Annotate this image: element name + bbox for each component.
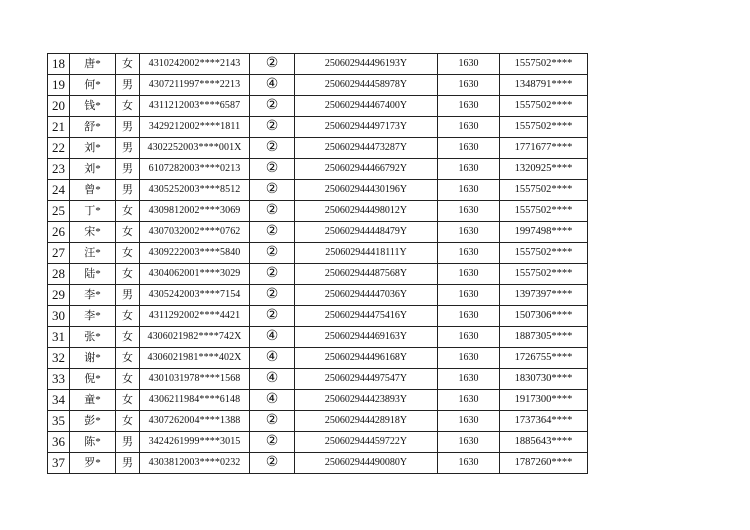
code-cell: 1630 — [438, 243, 500, 264]
gender-cell: 男 — [116, 138, 140, 159]
code-cell: 1630 — [438, 96, 500, 117]
row-number: 27 — [48, 243, 70, 264]
mark-cell: ② — [250, 180, 295, 201]
table-row — [48, 54, 588, 75]
row-number: 30 — [48, 306, 70, 327]
phone-cell: 1917300**** — [500, 390, 588, 411]
ticket-number-cell: 250602944458978Y — [295, 75, 438, 96]
table-row — [48, 327, 588, 348]
gender-cell: 男 — [116, 159, 140, 180]
table-row — [48, 117, 588, 138]
mark-cell: ② — [250, 411, 295, 432]
name-cell: 童* — [70, 390, 116, 411]
id-number-cell: 3429212002****1811 — [140, 117, 250, 138]
id-number-cell: 4306021981****402X — [140, 348, 250, 369]
code-cell: 1630 — [438, 159, 500, 180]
mark-cell: ② — [250, 222, 295, 243]
code-cell: 1630 — [438, 54, 500, 75]
phone-cell: 1557502**** — [500, 117, 588, 138]
name-cell: 倪* — [70, 369, 116, 390]
name-cell: 丁* — [70, 201, 116, 222]
ticket-number-cell: 250602944475416Y — [295, 306, 438, 327]
gender-cell: 女 — [116, 222, 140, 243]
id-number-cell: 4311292002****4421 — [140, 306, 250, 327]
ticket-number-cell: 250602944430196Y — [295, 180, 438, 201]
phone-cell: 1997498**** — [500, 222, 588, 243]
row-number: 32 — [48, 348, 70, 369]
code-cell: 1630 — [438, 411, 500, 432]
phone-cell: 1830730**** — [500, 369, 588, 390]
row-number: 31 — [48, 327, 70, 348]
row-number: 37 — [48, 453, 70, 474]
gender-cell: 男 — [116, 180, 140, 201]
code-cell: 1630 — [438, 369, 500, 390]
mark-cell: ② — [250, 201, 295, 222]
table-row — [48, 348, 588, 369]
ticket-number-cell: 250602944418111Y — [295, 243, 438, 264]
row-number: 19 — [48, 75, 70, 96]
code-cell: 1630 — [438, 117, 500, 138]
id-number-cell: 4301031978****1568 — [140, 369, 250, 390]
name-cell: 刘* — [70, 138, 116, 159]
code-cell: 1630 — [438, 306, 500, 327]
table-row — [48, 222, 588, 243]
table-row — [48, 138, 588, 159]
phone-cell: 1885643**** — [500, 432, 588, 453]
table-row — [48, 96, 588, 117]
table-row — [48, 453, 588, 474]
gender-cell: 女 — [116, 201, 140, 222]
code-cell: 1630 — [438, 138, 500, 159]
gender-cell: 女 — [116, 96, 140, 117]
name-cell: 宋* — [70, 222, 116, 243]
row-number: 22 — [48, 138, 70, 159]
ticket-number-cell: 250602944469163Y — [295, 327, 438, 348]
name-cell: 陈* — [70, 432, 116, 453]
phone-cell: 1507306**** — [500, 306, 588, 327]
table-row — [48, 180, 588, 201]
name-cell: 舒* — [70, 117, 116, 138]
gender-cell: 男 — [116, 285, 140, 306]
mark-cell: ② — [250, 306, 295, 327]
row-number: 28 — [48, 264, 70, 285]
ticket-number-cell: 250602944497547Y — [295, 369, 438, 390]
id-number-cell: 4309812002****3069 — [140, 201, 250, 222]
id-number-cell: 4304062001****3029 — [140, 264, 250, 285]
id-number-cell: 4311212003****6587 — [140, 96, 250, 117]
row-number: 20 — [48, 96, 70, 117]
ticket-number-cell: 250602944467400Y — [295, 96, 438, 117]
code-cell: 1630 — [438, 264, 500, 285]
phone-cell: 1557502**** — [500, 54, 588, 75]
ticket-number-cell: 250602944459722Y — [295, 432, 438, 453]
name-cell: 李* — [70, 285, 116, 306]
id-number-cell: 4310242002****2143 — [140, 54, 250, 75]
gender-cell: 女 — [116, 243, 140, 264]
code-cell: 1630 — [438, 180, 500, 201]
phone-cell: 1771677**** — [500, 138, 588, 159]
row-number: 33 — [48, 369, 70, 390]
mark-cell: ② — [250, 432, 295, 453]
mark-cell: ② — [250, 54, 295, 75]
roster-rows — [48, 54, 588, 474]
name-cell: 唐* — [70, 54, 116, 75]
table-row — [48, 264, 588, 285]
id-number-cell: 4307262004****1388 — [140, 411, 250, 432]
code-cell: 1630 — [438, 453, 500, 474]
id-number-cell: 4305252003****8512 — [140, 180, 250, 201]
name-cell: 刘* — [70, 159, 116, 180]
ticket-number-cell: 250602944497173Y — [295, 117, 438, 138]
table-row — [48, 411, 588, 432]
name-cell: 谢* — [70, 348, 116, 369]
name-cell: 李* — [70, 306, 116, 327]
id-number-cell: 4309222003****5840 — [140, 243, 250, 264]
mark-cell: ② — [250, 264, 295, 285]
id-number-cell: 3424261999****3015 — [140, 432, 250, 453]
gender-cell: 女 — [116, 411, 140, 432]
gender-cell: 女 — [116, 390, 140, 411]
mark-cell: ② — [250, 159, 295, 180]
phone-cell: 1397397**** — [500, 285, 588, 306]
phone-cell: 1320925**** — [500, 159, 588, 180]
gender-cell: 男 — [116, 75, 140, 96]
gender-cell: 女 — [116, 306, 140, 327]
gender-cell: 女 — [116, 327, 140, 348]
name-cell: 曾* — [70, 180, 116, 201]
row-number: 36 — [48, 432, 70, 453]
id-number-cell: 4302252003****001X — [140, 138, 250, 159]
code-cell: 1630 — [438, 327, 500, 348]
table-row — [48, 285, 588, 306]
table-row — [48, 159, 588, 180]
mark-cell: ④ — [250, 390, 295, 411]
code-cell: 1630 — [438, 348, 500, 369]
name-cell: 张* — [70, 327, 116, 348]
ticket-number-cell: 250602944447036Y — [295, 285, 438, 306]
mark-cell: ④ — [250, 327, 295, 348]
name-cell: 钱* — [70, 96, 116, 117]
code-cell: 1630 — [438, 201, 500, 222]
mark-cell: ② — [250, 285, 295, 306]
name-cell: 汪* — [70, 243, 116, 264]
ticket-number-cell: 250602944487568Y — [295, 264, 438, 285]
table-row — [48, 201, 588, 222]
table-row — [48, 390, 588, 411]
row-number: 26 — [48, 222, 70, 243]
phone-cell: 1787260**** — [500, 453, 588, 474]
name-cell: 彭* — [70, 411, 116, 432]
ticket-number-cell: 250602944473287Y — [295, 138, 438, 159]
row-number: 24 — [48, 180, 70, 201]
gender-cell: 男 — [116, 432, 140, 453]
gender-cell: 女 — [116, 348, 140, 369]
ticket-number-cell: 250602944448479Y — [295, 222, 438, 243]
phone-cell: 1348791**** — [500, 75, 588, 96]
ticket-number-cell: 250602944466792Y — [295, 159, 438, 180]
mark-cell: ④ — [250, 369, 295, 390]
mark-cell: ④ — [250, 348, 295, 369]
phone-cell: 1557502**** — [500, 243, 588, 264]
row-number: 34 — [48, 390, 70, 411]
mark-cell: ② — [250, 117, 295, 138]
id-number-cell: 4306211984****6148 — [140, 390, 250, 411]
table-row — [48, 75, 588, 96]
gender-cell: 男 — [116, 453, 140, 474]
id-number-cell: 4306021982****742X — [140, 327, 250, 348]
mark-cell: ④ — [250, 75, 295, 96]
gender-cell: 女 — [116, 264, 140, 285]
row-number: 18 — [48, 54, 70, 75]
name-cell: 何* — [70, 75, 116, 96]
code-cell: 1630 — [438, 75, 500, 96]
phone-cell: 1557502**** — [500, 96, 588, 117]
mark-cell: ② — [250, 138, 295, 159]
gender-cell: 男 — [116, 117, 140, 138]
phone-cell: 1557502**** — [500, 264, 588, 285]
table-row — [48, 432, 588, 453]
id-number-cell: 4307211997****2213 — [140, 75, 250, 96]
ticket-number-cell: 250602944490080Y — [295, 453, 438, 474]
gender-cell: 女 — [116, 369, 140, 390]
row-number: 35 — [48, 411, 70, 432]
table-row — [48, 306, 588, 327]
ticket-number-cell: 250602944423893Y — [295, 390, 438, 411]
row-number: 23 — [48, 159, 70, 180]
name-cell: 陆* — [70, 264, 116, 285]
id-number-cell: 4305242003****7154 — [140, 285, 250, 306]
phone-cell: 1726755**** — [500, 348, 588, 369]
phone-cell: 1887305**** — [500, 327, 588, 348]
table-row — [48, 369, 588, 390]
ticket-number-cell: 250602944496168Y — [295, 348, 438, 369]
row-number: 21 — [48, 117, 70, 138]
code-cell: 1630 — [438, 222, 500, 243]
row-number: 25 — [48, 201, 70, 222]
roster-table — [47, 53, 588, 474]
mark-cell: ② — [250, 96, 295, 117]
code-cell: 1630 — [438, 390, 500, 411]
id-number-cell: 6107282003****0213 — [140, 159, 250, 180]
phone-cell: 1557502**** — [500, 201, 588, 222]
ticket-number-cell: 250602944428918Y — [295, 411, 438, 432]
id-number-cell: 4307032002****0762 — [140, 222, 250, 243]
gender-cell: 女 — [116, 54, 140, 75]
mark-cell: ② — [250, 243, 295, 264]
phone-cell: 1737364**** — [500, 411, 588, 432]
row-number: 29 — [48, 285, 70, 306]
code-cell: 1630 — [438, 285, 500, 306]
mark-cell: ② — [250, 453, 295, 474]
phone-cell: 1557502**** — [500, 180, 588, 201]
ticket-number-cell: 250602944496193Y — [295, 54, 438, 75]
code-cell: 1630 — [438, 432, 500, 453]
id-number-cell: 4303812003****0232 — [140, 453, 250, 474]
table-row — [48, 243, 588, 264]
ticket-number-cell: 250602944498012Y — [295, 201, 438, 222]
name-cell: 罗* — [70, 453, 116, 474]
